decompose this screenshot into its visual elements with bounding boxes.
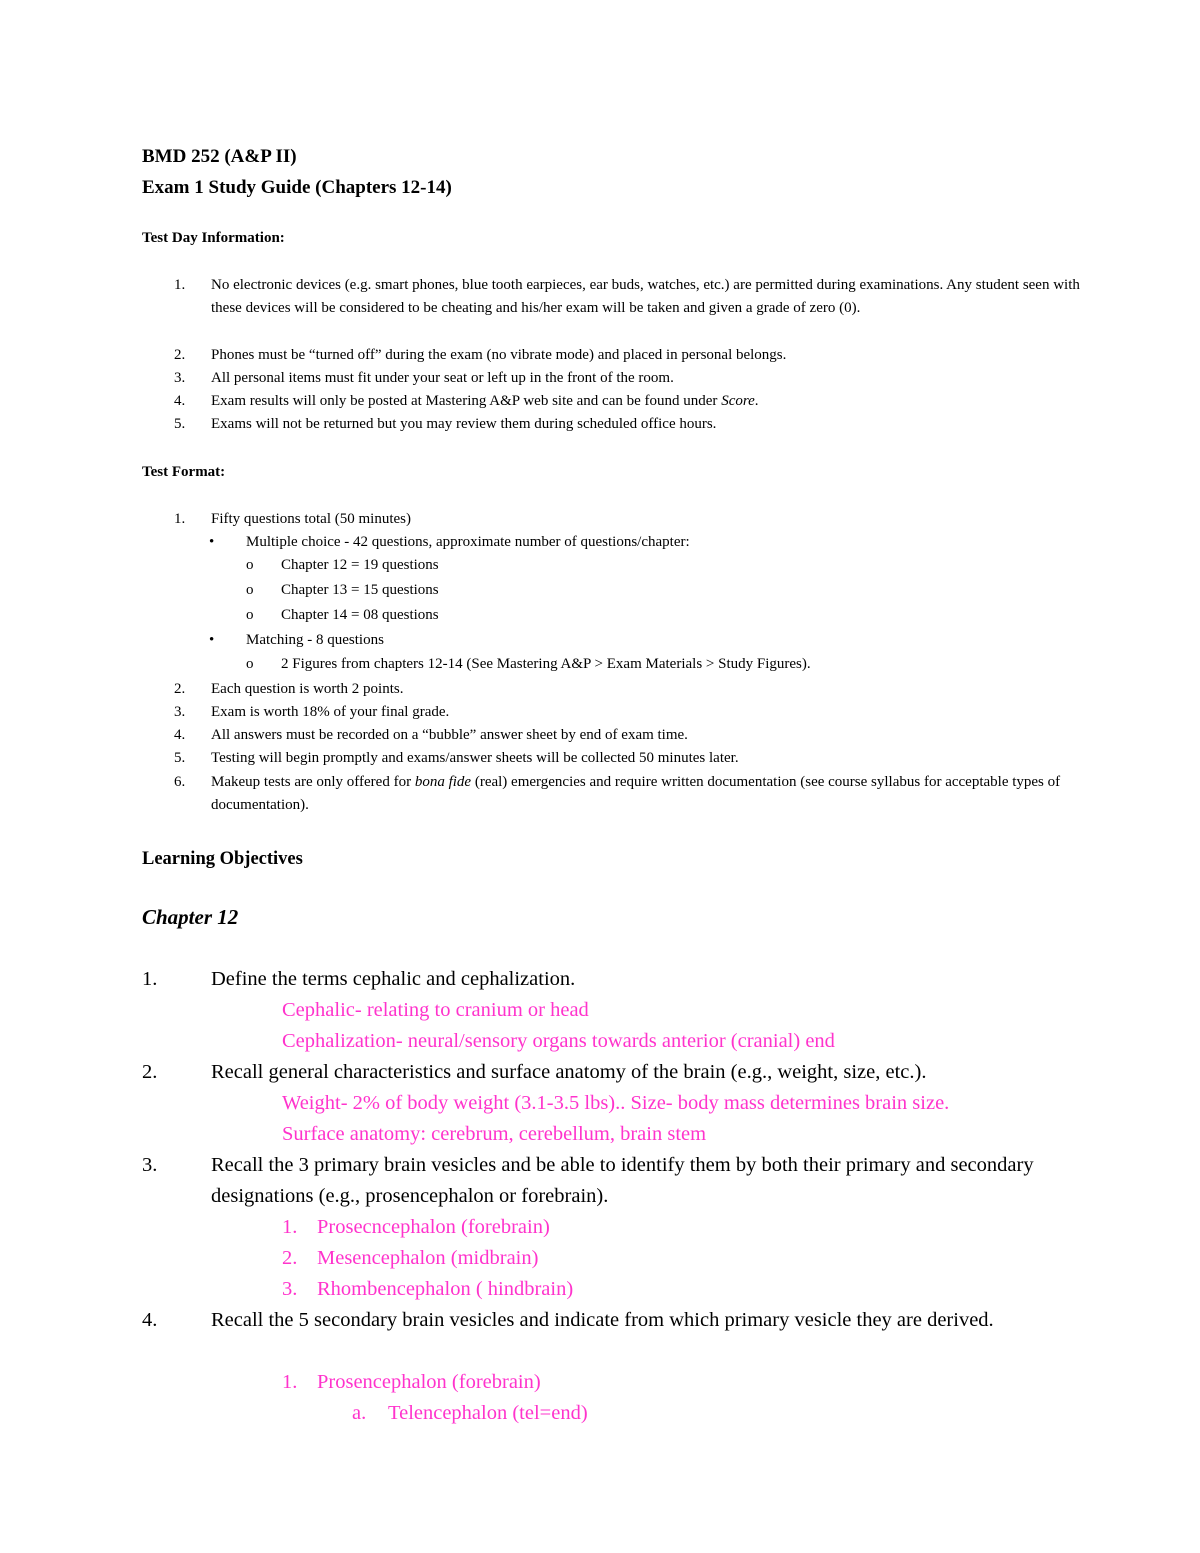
answer-cephalic: Cephalic- relating to cranium or head — [282, 999, 589, 1021]
chapter-12-count: Chapter 12 = 19 questions — [281, 557, 439, 573]
answer-telencephalon: Telencephalon (tel=end) — [388, 1402, 588, 1424]
answer-num: 1. — [282, 1371, 298, 1393]
answer-prosencephalon: Prosecncephalon (forebrain) — [317, 1216, 550, 1238]
test-format-num-5: 5. — [174, 750, 186, 766]
answer-letter: a. — [352, 1402, 367, 1424]
test-day-item-4: Exam results will only be posted at Mastering A&P web site and can be found under Score. — [211, 393, 759, 409]
multiple-choice-item: Multiple choice - 42 questions, approximate number of questions/chapter: — [246, 534, 690, 550]
test-format-item-2: Each question is worth 2 points. — [211, 681, 404, 697]
learning-objectives-heading: Learning Objectives — [142, 849, 303, 869]
test-day-num-2: 2. — [174, 347, 186, 363]
test-day-num-1: 1. — [174, 277, 186, 293]
test-format-item-1: Fifty questions total (50 minutes) — [211, 511, 411, 527]
sub-bullet-icon: o — [246, 582, 254, 598]
test-format-item-3: Exam is worth 18% of your final grade. — [211, 704, 450, 720]
sub-bullet-icon: o — [246, 557, 254, 573]
course-title: BMD 252 (A&P II) — [142, 146, 297, 167]
answer-weight: Weight- 2% of body weight (3.1-3.5 lbs).. Size- body mass determines brain size. — [282, 1092, 950, 1114]
answer-num: 2. — [282, 1247, 298, 1269]
answer-prosencephalon-forebrain: Prosencephalon (forebrain) — [317, 1371, 541, 1393]
chapter-heading: Chapter 12 — [142, 905, 239, 929]
sub-bullet-icon: o — [246, 656, 254, 672]
matching-item: Matching - 8 questions — [246, 632, 384, 648]
test-format-num-4: 4. — [174, 727, 186, 743]
objective-3: Recall the 3 primary brain vesicles and be able to identify them by both their primary and secondary designations (e.g., prosencephalon or forebrain). — [211, 1154, 1034, 1207]
chapter-13-count: Chapter 13 = 15 questions — [281, 582, 439, 598]
test-day-num-3: 3. — [174, 370, 186, 386]
test-format-item-5: Testing will begin promptly and exams/answer sheets will be collected 50 minutes later. — [211, 750, 739, 766]
bullet-icon: • — [209, 534, 215, 550]
objective-num-1: 1. — [142, 968, 158, 990]
test-format-num-6: 6. — [174, 774, 186, 790]
chapter-14-count: Chapter 14 = 08 questions — [281, 607, 439, 623]
test-format-heading: Test Format: — [142, 464, 226, 480]
answer-mesencephalon: Mesencephalon (midbrain) — [317, 1247, 539, 1269]
answer-rhombencephalon: Rhombencephalon ( hindbrain) — [317, 1278, 574, 1300]
study-guide-title: Exam 1 Study Guide (Chapters 12-14) — [142, 177, 452, 198]
figures-item: 2 Figures from chapters 12-14 (See Mastering A&P > Exam Materials > Study Figures). — [281, 656, 811, 672]
answer-num: 3. — [282, 1278, 298, 1300]
test-format-num-2: 2. — [174, 681, 186, 697]
objective-num-3: 3. — [142, 1154, 158, 1176]
test-day-num-4: 4. — [174, 393, 186, 409]
objective-2: Recall general characteristics and surface anatomy of the brain (e.g., weight, size, etc.). — [211, 1061, 927, 1083]
test-day-item-2: Phones must be “turned off” during the exam (no vibrate mode) and placed in personal belongs. — [211, 347, 787, 363]
test-day-heading: Test Day Information: — [142, 230, 285, 246]
objective-4: Recall the 5 secondary brain vesicles and indicate from which primary vesicle they are derived. — [211, 1309, 994, 1331]
test-day-num-5: 5. — [174, 416, 186, 432]
objective-1: Define the terms cephalic and cephalization. — [211, 968, 576, 990]
test-day-item-5: Exams will not be returned but you may review them during scheduled office hours. — [211, 416, 717, 432]
objective-num-4: 4. — [142, 1309, 158, 1331]
sub-bullet-icon: o — [246, 607, 254, 623]
test-format-item-4: All answers must be recorded on a “bubble” answer sheet by end of exam time. — [211, 727, 688, 743]
objective-num-2: 2. — [142, 1061, 158, 1083]
test-format-num-3: 3. — [174, 704, 186, 720]
bullet-icon: • — [209, 632, 215, 648]
test-day-item-1: No electronic devices (e.g. smart phones, blue tooth earpieces, ear buds, watches, etc.) are permitted during examinations. Any student seen with these devices will be considered to be cheating and his/her exam will be taken and given a grade of zero (0). — [211, 277, 1080, 317]
answer-num: 1. — [282, 1216, 298, 1238]
answer-cephalization: Cephalization- neural/sensory organs towards anterior (cranial) end — [282, 1030, 835, 1052]
answer-surface-anatomy: Surface anatomy: cerebrum, cerebellum, brain stem — [282, 1123, 707, 1145]
test-format-item-6: Makeup tests are only offered for bona fide (real) emergencies and require written documentation (see course syllabus for acceptable types of documentation). — [211, 774, 1061, 814]
test-day-item-3: All personal items must fit under your seat or left up in the front of the room. — [211, 370, 674, 386]
test-format-num-1: 1. — [174, 511, 186, 527]
